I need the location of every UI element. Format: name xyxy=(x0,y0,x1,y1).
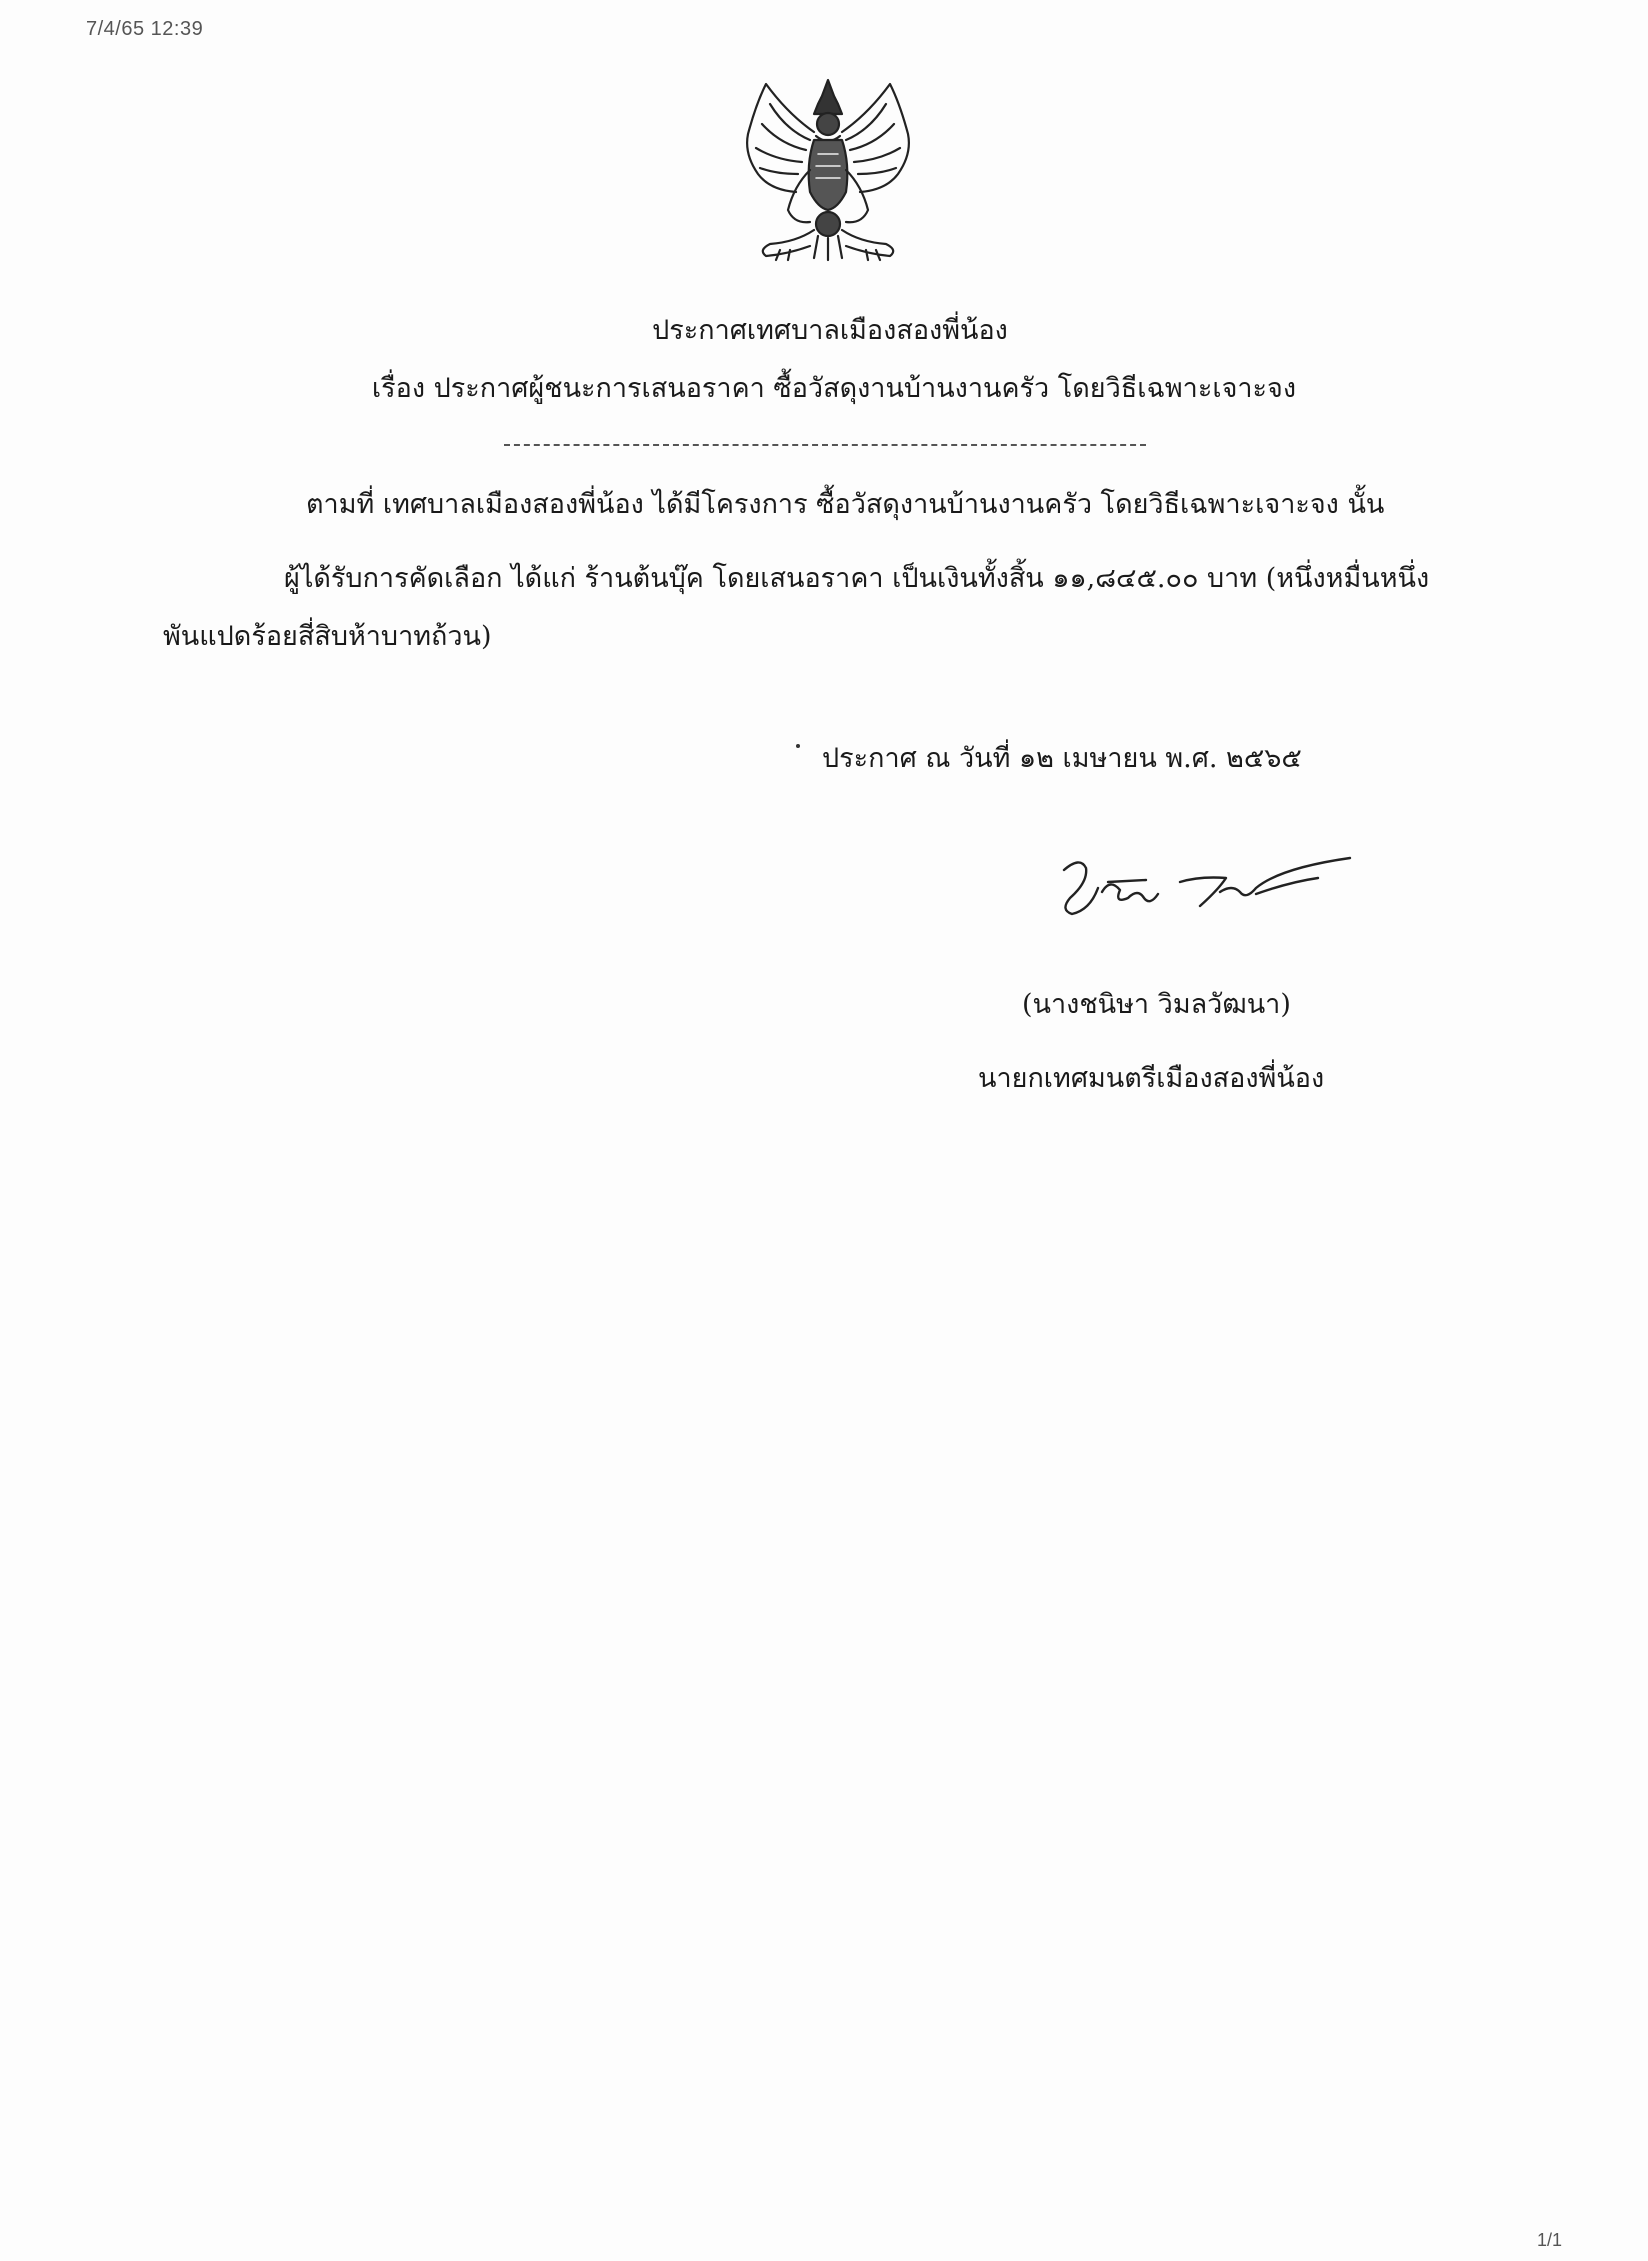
ink-dot xyxy=(796,744,800,748)
dashed-divider xyxy=(504,444,1146,446)
garuda-emblem-icon xyxy=(718,74,938,264)
body-paragraph-1: ตามที่ เทศบาลเมืองสองพี่น้อง ได้มีโครงการ ซื้อวัสดุงานบ้านงานครัว โดยวิธีเฉพาะเจาะจง นั้น xyxy=(306,489,1385,520)
signer-position: นายกเทศมนตรีเมืองสองพี่น้อง xyxy=(978,1063,1325,1094)
announcement-date: ประกาศ ณ วันที่ ๑๒ เมษายน พ.ศ. ๒๕๖๕ xyxy=(822,743,1302,774)
page-number: 1/1 xyxy=(1536,2230,1562,2250)
announcement-title: ประกาศเทศบาลเมืองสองพี่น้อง xyxy=(652,315,1008,346)
body-paragraph-2-line-2: พันแปดร้อยสี่สิบห้าบาทถ้วน) xyxy=(163,621,492,652)
signer-name: (นางชนิษา วิมลวัฒนา) xyxy=(1022,989,1291,1020)
scan-timestamp: 7/4/65 12:39 xyxy=(86,18,204,40)
body-paragraph-2-line-1: ผู้ได้รับการคัดเลือก ได้แก่ ร้านต้นบุ๊ค โดยเสนอราคา เป็นเงินทั้งสิ้น ๑๑,๘๔๕.๐๐ บาท (หนึ่งหมื่นหนึ่ง xyxy=(284,563,1430,594)
announcement-subject: เรื่อง ประกาศผู้ชนะการเสนอราคา ซื้อวัสดุงานบ้านงานครัว โดยวิธีเฉพาะเจาะจง xyxy=(371,373,1297,404)
handwritten-signature-icon xyxy=(1050,848,1360,928)
